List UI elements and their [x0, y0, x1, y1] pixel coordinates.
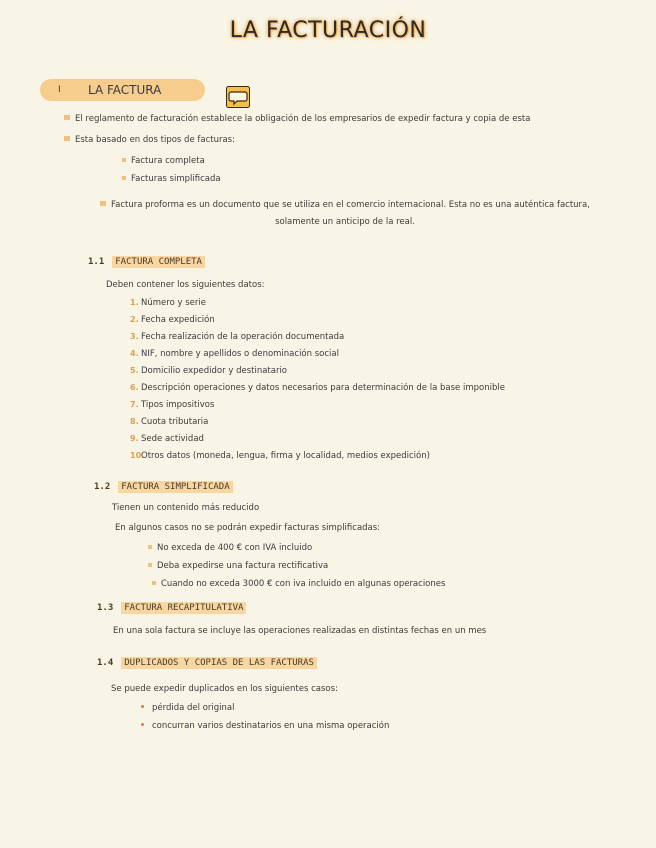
list-item: [141, 703, 235, 713]
item-text: Descripción operaciones y datos necesarios para determinación de la base imponible: [141, 383, 505, 393]
subsection-title: FACTURA SIMPLIFICADA: [118, 481, 232, 493]
subsection-heading-1-4: [97, 658, 317, 668]
list-item: [130, 417, 505, 434]
item-number: 3.: [130, 332, 139, 341]
intro-text: En algunos casos no se podrán expedir facturas simplificadas:: [115, 523, 381, 533]
bullet-icon: [64, 136, 70, 141]
list-item: [130, 400, 505, 417]
chat-bubble-icon[interactable]: [226, 86, 250, 108]
proforma-paragraph: [50, 197, 640, 231]
sub-list-item: [122, 156, 205, 166]
paragraph-line: solamente un anticipo de la real.: [275, 217, 415, 227]
subsection-title: DUPLICADOS Y COPIAS DE LAS FACTURAS: [121, 657, 317, 669]
intro-text: Deben contener los siguientes datos:: [106, 280, 265, 290]
item-number: 7.: [130, 400, 139, 409]
section-label: LA FACTURA: [88, 83, 162, 97]
list-item: [141, 721, 389, 731]
list-item: [130, 298, 505, 315]
bullet-icon: [141, 705, 144, 708]
list-item: [64, 135, 235, 145]
list-item: [130, 451, 505, 468]
subsection-title: FACTURA RECAPITULATIVA: [121, 602, 246, 614]
bullet-text: Factura completa: [131, 156, 205, 166]
subsection-heading-1-2: [94, 482, 233, 492]
list-item: [130, 366, 505, 383]
section-heading-1: [40, 79, 205, 101]
bullet-icon: [100, 201, 106, 206]
item-number: 8.: [130, 417, 139, 426]
subsection-title: FACTURA COMPLETA: [112, 256, 205, 268]
list-item: [64, 114, 530, 124]
item-number: 2.: [130, 315, 139, 324]
item-text: Otros datos (moneda, lengua, firma y localidad, medios expedición): [141, 451, 430, 461]
bullet-icon: [64, 115, 70, 120]
item-text: pérdida del original: [152, 703, 235, 713]
bullet-icon: [148, 563, 152, 567]
item-number: 5.: [130, 366, 139, 375]
item-text: Cuota tributaria: [141, 417, 209, 427]
list-item: [130, 434, 505, 451]
subsection-heading-1-3: [97, 603, 246, 613]
intro-text: Se puede expedir duplicados en los siguientes casos:: [111, 684, 338, 694]
sub-list-item: [122, 174, 221, 184]
item-number: 9.: [130, 434, 139, 443]
bullet-icon: [122, 176, 126, 180]
ordered-list: [130, 298, 505, 468]
bullet-text: El reglamento de facturación establece la obligación de los empresarios de expedir factura y copia de esta: [75, 114, 531, 124]
item-text: Fecha realización de la operación documentada: [141, 332, 345, 342]
subsection-number: 1.1: [88, 257, 105, 267]
bullet-icon: [122, 158, 126, 162]
subsection-number: 1.3: [97, 603, 114, 613]
item-text: Número y serie: [141, 298, 206, 308]
item-text: Sede actividad: [141, 434, 204, 444]
bullet-text: Esta basado en dos tipos de facturas:: [75, 135, 235, 145]
item-text: Domicilio expedidor y destinatario: [141, 366, 288, 376]
section-number: I: [58, 85, 61, 95]
item-text: Cuando no exceda 3000 € con iva incluido en algunas operaciones: [161, 579, 446, 589]
list-item: [130, 349, 505, 366]
bullet-icon: [148, 545, 152, 549]
item-number: 10.: [130, 451, 145, 460]
item-text: Deba expedirse una factura rectificativa: [157, 561, 329, 571]
list-item: [130, 383, 505, 400]
item-number: 1.: [130, 298, 139, 307]
bullet-icon: [152, 581, 156, 585]
item-number: 6.: [130, 383, 139, 392]
intro-text: Tienen un contenido más reducido: [112, 503, 260, 513]
bullet-text: Facturas simplificada: [131, 174, 221, 184]
list-item: [148, 561, 328, 571]
item-text: NIF, nombre y apellidos o denominación social: [141, 349, 339, 359]
subsection-number: 1.4: [97, 658, 114, 668]
item-number: 4.: [130, 349, 139, 358]
page-title: LA FACTURACIÓN: [229, 18, 427, 43]
list-item: [152, 579, 445, 589]
subsection-heading-1-1: [88, 257, 205, 267]
list-item: [130, 332, 505, 349]
item-text: concurran varios destinatarios en una misma operación: [152, 721, 390, 731]
subsection-number: 1.2: [94, 482, 111, 492]
list-item: [148, 543, 312, 553]
item-text: No exceda de 400 € con IVA incluido: [157, 543, 313, 553]
list-item: [130, 315, 505, 332]
bullet-icon: [141, 723, 144, 726]
intro-text: En una sola factura se incluye las operaciones realizadas en distintas fechas en un mes: [113, 626, 487, 636]
item-text: Fecha expedición: [141, 315, 215, 325]
paragraph-line: Factura proforma es un documento que se utiliza en el comercio internacional. Esta no es una auténtica factura,: [111, 200, 590, 210]
item-text: Tipos impositivos: [141, 400, 215, 410]
